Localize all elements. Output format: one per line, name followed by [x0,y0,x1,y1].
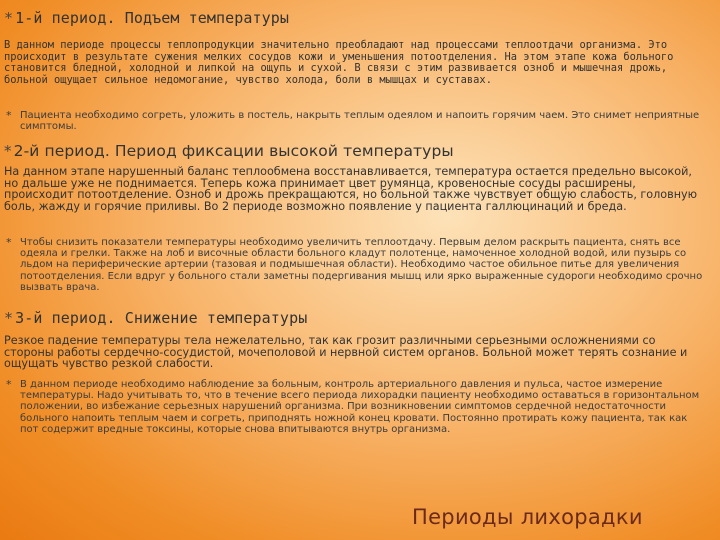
section-3-heading-text: 3-й период. Снижение температуры [15,309,308,327]
bullet-star-icon: * [4,309,14,327]
section-1-heading-text: 1-й период. Подъем температуры [15,9,290,27]
section-3-bullet [4,379,704,435]
section-2-heading [4,142,454,160]
section-1-paragraph: В данном периоде процессы теплопродукции значительно преобладают над процессами теплоотдачи организма. Это происходит в результате сужения мелких сосудов кожи и уменьшения потоотделения. На этом этапе кожа больного становится бледной, холодной и липкой на ощупь и сухой. В связи с этим развивается озноб и мышечная дрожь, больной ощущает сильное недомогание, чувство холода, боли в мышцах и суставах. [4,39,674,86]
section-2-bullet [4,237,704,293]
section-3-paragraph: Резкое падение температуры тела нежелательно, так как грозит различными серьезными осложнениями со стороны работы сердечно-сосудистой, мочеполовой и нервной систем органов. Больной может терять сознание и ощущать чувство резкой слабости. [4,334,688,371]
slide-title: Периоды лихорадки [412,505,643,529]
bullet-star-icon: * [4,9,14,27]
bullet-star-icon: * [6,236,12,249]
section-1-heading [4,9,289,27]
bullet-star-icon: * [6,109,12,122]
section-1-bullet [4,110,704,132]
section-2-heading-text: 2-й период. Период фиксации высокой температуры [13,142,454,160]
section-2-bullet-text: Чтобы снизить показатели температуры необходимо увеличить теплоотдачу. Первым делом раскрыть пациента, снять все одеяла и грелки. Также на лоб и височные области больного кладут полотенце, намоченное холодной водой, или пузырь со льдом на периферические артерии (тазовая и подмышечная области). Необходимо частое обильное питье для увеличения потоотделения. Если вдруг у больного стали заметны подергивания мышц или ярко выраженные судороги необходимо срочно вызвать врача. [20,237,703,293]
section-2-paragraph: На данном этапе нарушенный баланс теплообмена восстанавливается, температура остается предельно высокой, но дальше уже не поднимается. Теперь кожа принимает цвет румянца, кровеносные сосуды расширены, происходит потоотделение. Озноб и дрожь прекращаются, но больной также чувствует общую слабость, головную боль, жажду и горячие приливы. Во 2 периоде возможно появление у пациента галлюцинаций и бреда. [4,165,698,213]
section-3-heading [4,309,307,327]
section-3-bullet-text: В данном периоде необходимо наблюдение за больным, контроль артериального давления и пульса, частое измерение температуры. Надо учитывать то, что в течение всего периода лихорадки пациенту необходимо оставаться в горизонтальном положении, во избежание серьезных нарушений организма. При возникновении симптомов сердечной недостаточности больного напоить теплым чаем и согреть, приподнять ножной конец кровати. Постоянно протирать кожу пациента, так как пот содержит вредные токсины, которые снова впитываются внутрь организма. [20,379,700,435]
bullet-star-icon: * [4,142,12,160]
section-1-bullet-text: Пациента необходимо согреть, уложить в постель, накрыть теплым одеялом и напоить горячим чаем. Это снимет неприятные симптомы. [20,110,700,133]
bullet-star-icon: * [6,378,12,391]
